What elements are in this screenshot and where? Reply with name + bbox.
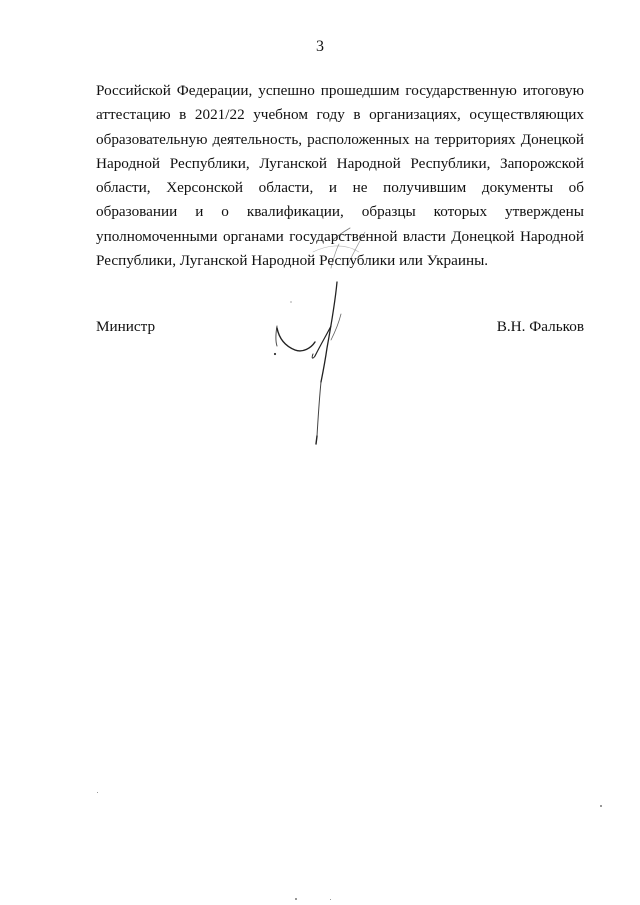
scan-speck: [97, 792, 98, 793]
page-number: 3: [316, 38, 324, 55]
signatory-position: Министр: [96, 318, 156, 335]
signatory-name: В.Н. Фальков: [496, 318, 584, 335]
signature-block: [96, 318, 584, 342]
scan-speck: [295, 898, 297, 900]
scan-speck: [600, 805, 602, 807]
scan-speck: [330, 899, 331, 900]
body-paragraph: Российской Федерации, успешно прошедшим государственную итоговую аттестацию в 2021/22 учебном году в организациях, осуществляющих образовательную деятельность, расположенных на территориях Донецкой Народной Республики, Луганской Народной Республики, Запорожской области, Херсонской области, и не получившим документы об образовании и о квалификации, образцы которых утверждены уполномоченными органами государственной власти Донецкой Народной Республики, Луганской Народной Республики или Украины.: [96, 82, 584, 270]
